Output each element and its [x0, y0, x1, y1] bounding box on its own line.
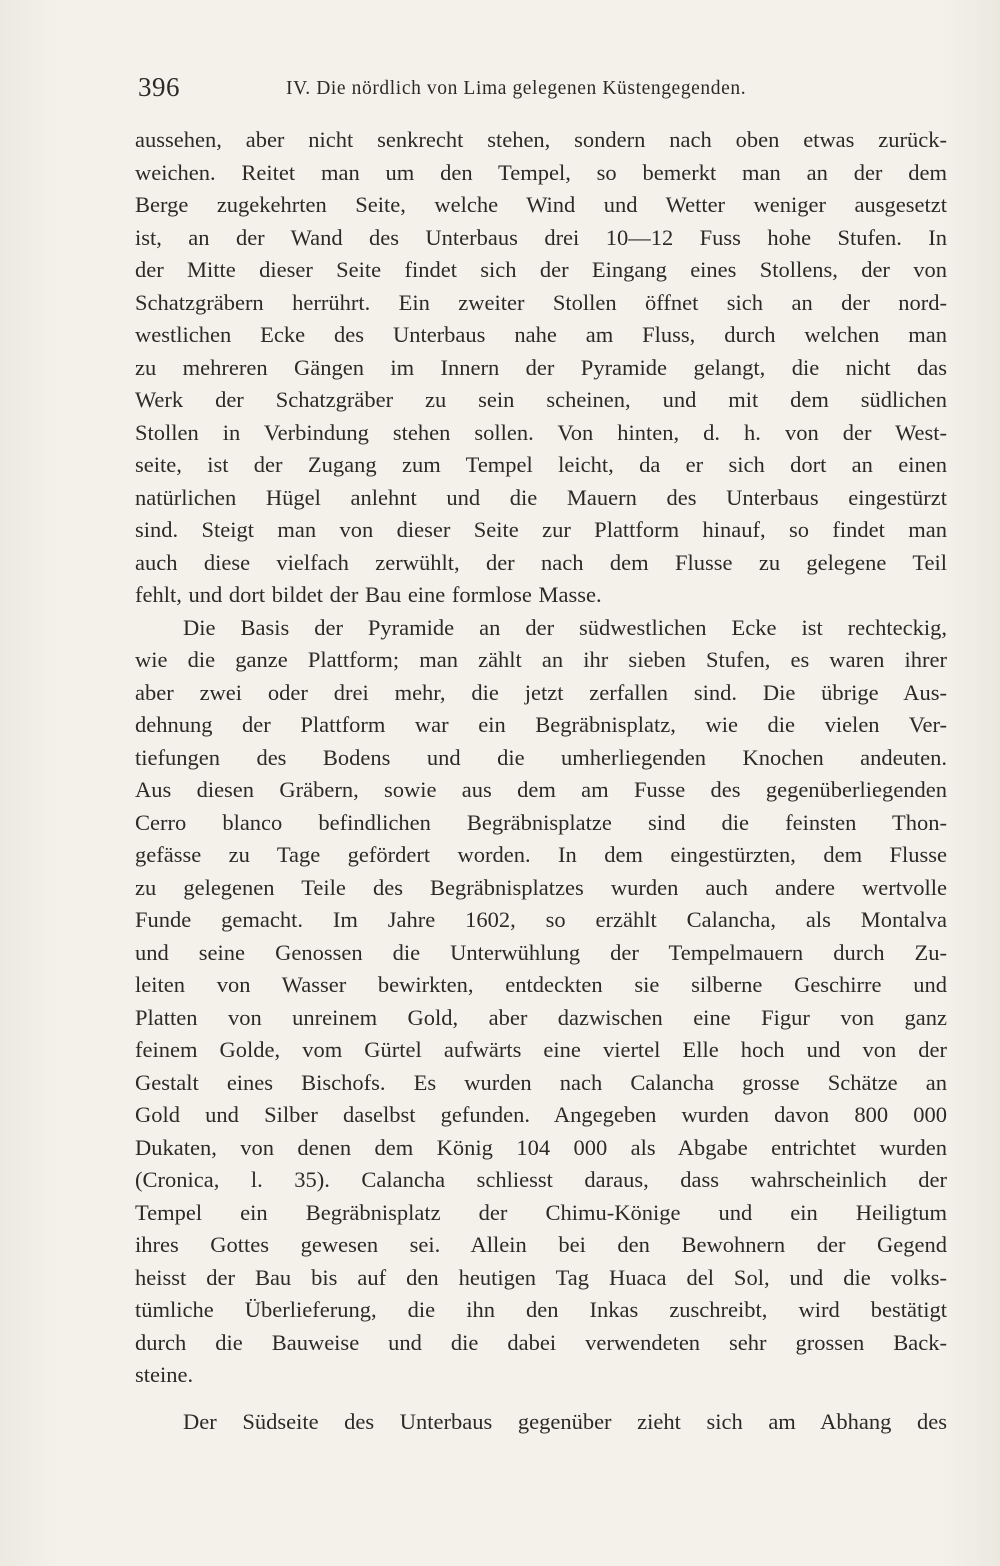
text-line: der Mitte dieser Seite findet sich der Eingang eines Stollens, der von — [135, 257, 947, 282]
text-line: fehlt, und dort bildet der Bau eine formlose Masse. — [135, 582, 602, 607]
running-head: IV. Die nördlich von Lima gelegenen Küstengegenden. — [286, 78, 747, 99]
text-line: gefässe zu Tage gefördert worden. In dem eingestürzten, dem Flusse — [135, 842, 947, 867]
text-line: aber zwei oder drei mehr, die jetzt zerfallen sind. Die übrige Aus- — [135, 679, 947, 705]
text-line: Gold und Silber daselbst gefunden. Angegeben wurden davon 800 000 — [135, 1102, 947, 1127]
paragraph-gap — [135, 1392, 947, 1406]
text-line: Funde gemacht. Im Jahre 1602, so erzählt Calancha, als Montalva — [135, 907, 947, 932]
text-line: Platten von unreinem Gold, aber dazwischen eine Figur von ganz — [135, 1004, 947, 1030]
paragraph — [135, 612, 947, 1392]
text-line: steine. — [135, 1362, 194, 1387]
text-line: Cerro blanco befindlichen Begräbnisplatze sind die feinsten Thon- — [135, 809, 947, 835]
text-line: leiten von Wasser bewirkten, entdeckten sie silberne Geschirre und — [135, 972, 947, 997]
text-line: tümliche Überlieferung, die ihn den Inkas zuschreibt, wird bestätigt — [135, 1297, 947, 1322]
text-line: zu gelegenen Teile des Begräbnisplatzes wurden auch andere wertvolle — [135, 874, 947, 900]
text-line: durch die Bauweise und die dabei verwendeten sehr grossen Back- — [135, 1329, 947, 1355]
paragraph — [135, 124, 947, 612]
text-line: Der Südseite des Unterbaus gegenüber zieht sich am Abhang des — [183, 1408, 947, 1434]
text-line: weichen. Reitet man um den Tempel, so bemerkt man an der dem — [135, 159, 947, 185]
text-line: Aus diesen Gräbern, sowie aus dem am Fusse des gegenüberliegenden — [135, 777, 947, 802]
text-line: aussehen, aber nicht senkrecht stehen, sondern nach oben etwas zurück- — [135, 127, 947, 152]
text-line: feinem Golde, vom Gürtel aufwärts eine viertel Elle hoch und von der — [135, 1037, 947, 1062]
text-line: Schatzgräbern herrührt. Ein zweiter Stollen öffnet sich an der nord- — [135, 289, 947, 315]
text-line: (Cronica, l. 35). Calancha schliesst daraus, dass wahrscheinlich der — [135, 1167, 947, 1192]
text-line: Tempel ein Begräbnisplatz der Chimu-Könige und ein Heiligtum — [135, 1199, 947, 1225]
text-line: Stollen in Verbindung stehen sollen. Von hinten, d. h. von der West- — [135, 419, 947, 445]
text-line: und seine Genossen die Unterwühlung der Tempelmauern durch Zu- — [135, 939, 947, 965]
text-line: wie die ganze Plattform; man zählt an ihr sieben Stufen, es waren ihrer — [135, 647, 947, 672]
text-line: Die Basis der Pyramide an der südwestlichen Ecke ist rechteckig, — [183, 614, 947, 640]
text-line: sind. Steigt man von dieser Seite zur Plattform hinauf, so findet man — [135, 517, 947, 542]
body-text — [135, 124, 947, 1438]
paragraph — [135, 1406, 947, 1439]
page-header — [138, 72, 838, 108]
text-line: dehnung der Plattform war ein Begräbnisplatz, wie die vielen Ver- — [135, 712, 947, 737]
text-line: auch diese vielfach zerwühlt, der nach dem Flusse zu gelegene Teil — [135, 549, 947, 575]
text-line: natürlichen Hügel anlehnt und die Mauern des Unterbaus eingestürzt — [135, 484, 947, 510]
text-line: zu mehreren Gängen im Innern der Pyramide gelangt, die nicht das — [135, 354, 947, 380]
text-line: heisst der Bau bis auf den heutigen Tag Huaca del Sol, und die volks- — [135, 1264, 947, 1290]
text-line: Berge zugekehrten Seite, welche Wind und Wetter weniger ausgesetzt — [135, 192, 947, 217]
text-line: ihres Gottes gewesen sei. Allein bei den Bewohnern der Gegend — [135, 1232, 947, 1257]
text-line: seite, ist der Zugang zum Tempel leicht, da er sich dort an einen — [135, 452, 947, 477]
text-line: westlichen Ecke des Unterbaus nahe am Fluss, durch welchen man — [135, 322, 947, 347]
text-line: Gestalt eines Bischofs. Es wurden nach Calancha grosse Schätze an — [135, 1069, 947, 1095]
text-line: ist, an der Wand des Unterbaus drei 10—12 Fuss hohe Stufen. In — [135, 224, 947, 250]
text-line: tiefungen des Bodens und die umherliegenden Knochen andeuten. — [135, 744, 947, 770]
page-number: 396 — [138, 72, 180, 102]
text-line: Dukaten, von denen dem König 104 000 als Abgabe entrichtet wurden — [135, 1134, 947, 1160]
text-line: Werk der Schatzgräber zu sein scheinen, und mit dem südlichen — [135, 387, 947, 412]
